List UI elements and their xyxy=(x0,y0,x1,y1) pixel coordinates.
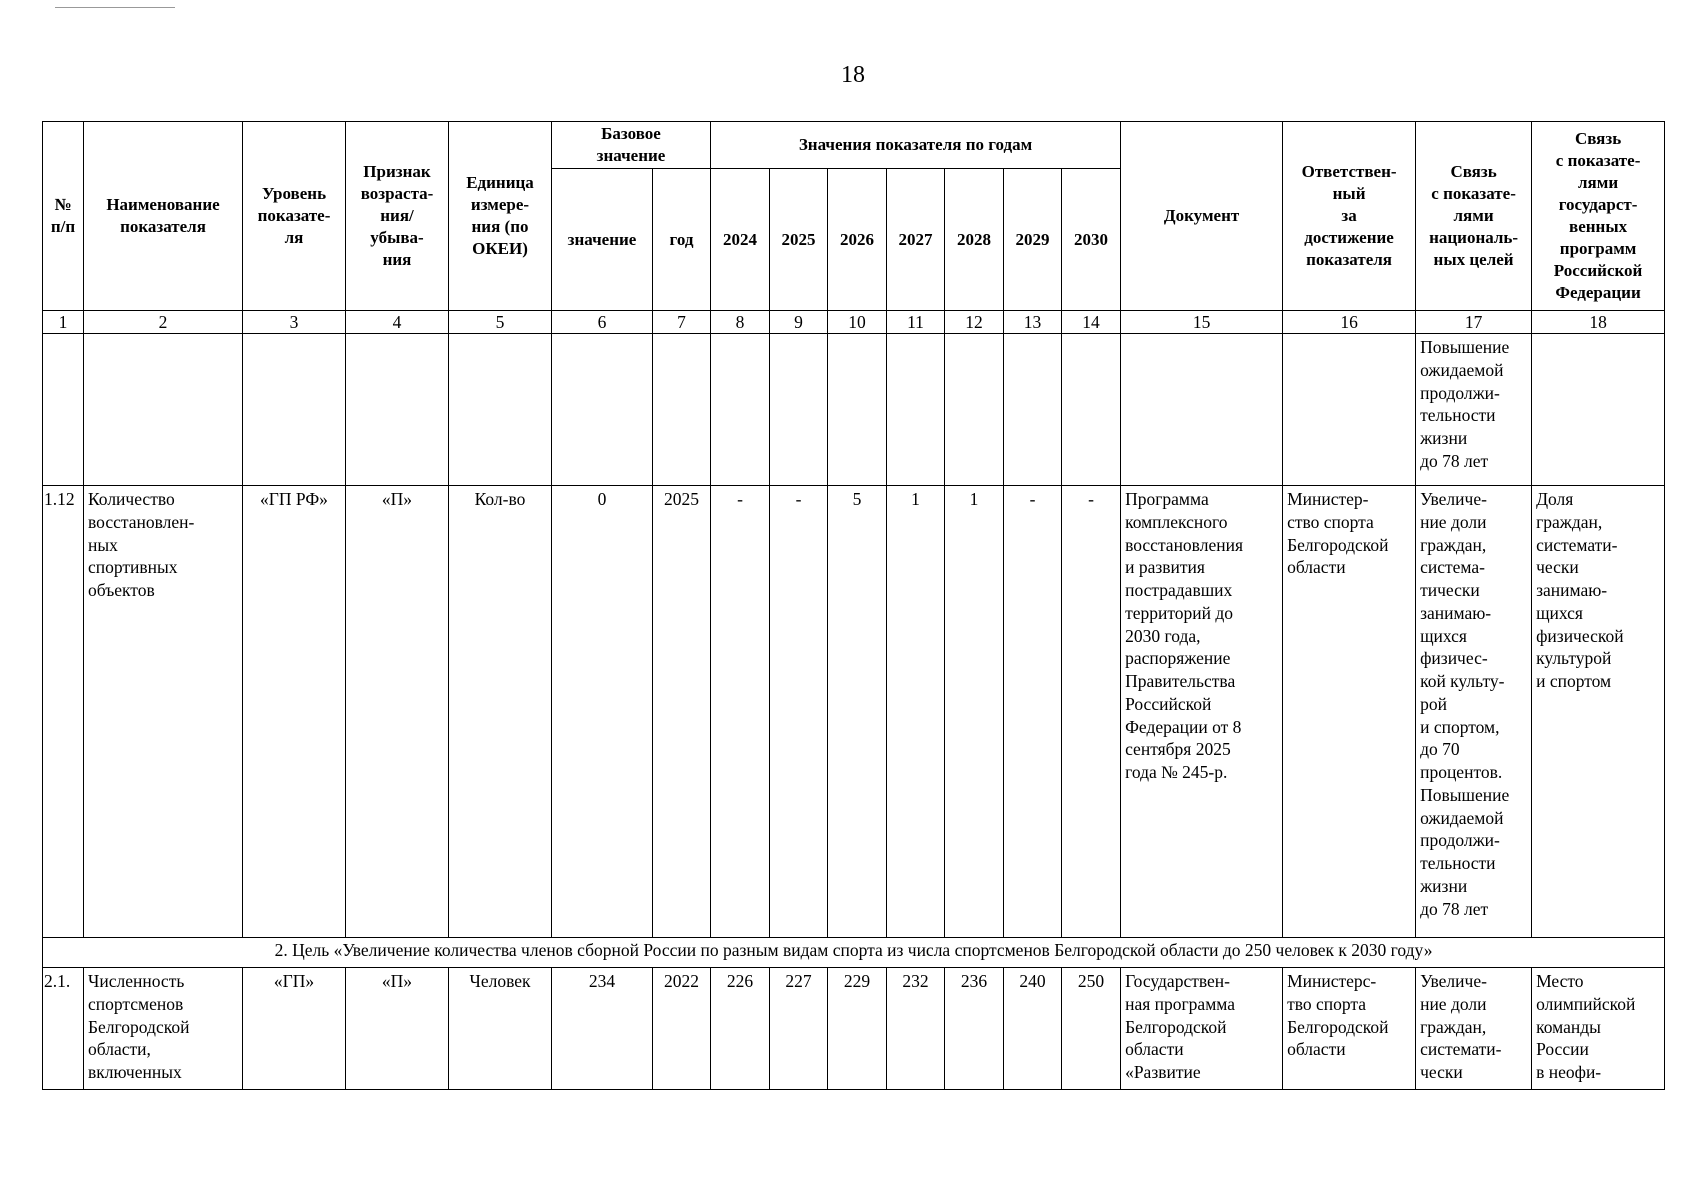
table-cell xyxy=(711,334,770,486)
indicator-sign: «П» xyxy=(346,968,449,1090)
document-cell: Государствен- ная программа Белгородской области «Развитие xyxy=(1121,968,1283,1090)
indicator-sign: «П» xyxy=(346,486,449,938)
header-year-2027: 2027 xyxy=(887,169,945,311)
header-unit: Единица измере- ния (по ОКЕИ) xyxy=(449,122,552,311)
table-cell xyxy=(346,334,449,486)
column-number: 2 xyxy=(84,311,243,334)
table-cell xyxy=(1532,334,1665,486)
table-cell xyxy=(653,334,711,486)
base-value: 234 xyxy=(552,968,653,1090)
header-row-1 xyxy=(43,122,1665,169)
column-number: 7 xyxy=(653,311,711,334)
value-2026: 5 xyxy=(828,486,887,938)
table-cell xyxy=(945,334,1004,486)
document-cell: Программа комплексного восстановления и развития пострадавших территорий до 2030 года, распоряжение Правительства Российской Федерации от 8 сентября 2025 года № 245-р. xyxy=(1121,486,1283,938)
header-document: Документ xyxy=(1121,122,1283,311)
value-2024: - xyxy=(711,486,770,938)
value-2028: 236 xyxy=(945,968,1004,1090)
header-responsible: Ответствен- ный за достижение показателя xyxy=(1283,122,1416,311)
column-number: 3 xyxy=(243,311,346,334)
value-2025: - xyxy=(770,486,828,938)
column-number: 11 xyxy=(887,311,945,334)
header-year-2028: 2028 xyxy=(945,169,1004,311)
table-cell xyxy=(1062,334,1121,486)
column-number: 14 xyxy=(1062,311,1121,334)
row-num: 1.12 xyxy=(43,486,84,938)
header-base-year: год xyxy=(653,169,711,311)
header-year-2025: 2025 xyxy=(770,169,828,311)
base-value: 0 xyxy=(552,486,653,938)
table-cell xyxy=(449,334,552,486)
table-cell xyxy=(43,334,84,486)
column-number: 13 xyxy=(1004,311,1062,334)
table-cell xyxy=(770,334,828,486)
table-cell xyxy=(243,334,346,486)
column-number: 16 xyxy=(1283,311,1416,334)
state-programs-cell: Доля граждан, системати- чески занимаю- щихся физической культурой и спортом xyxy=(1532,486,1665,938)
table-cell xyxy=(1283,334,1416,486)
indicators-table xyxy=(42,121,1665,1090)
header-year-2029: 2029 xyxy=(1004,169,1062,311)
column-number: 5 xyxy=(449,311,552,334)
header-base-value: значение xyxy=(552,169,653,311)
header-name: Наименование показателя xyxy=(84,122,243,311)
column-number: 8 xyxy=(711,311,770,334)
table-row-1-12 xyxy=(43,486,1665,938)
indicator-level: «ГП РФ» xyxy=(243,486,346,938)
responsible-cell: Министерс- тво спорта Белгородской области xyxy=(1283,968,1416,1090)
column-number: 18 xyxy=(1532,311,1665,334)
header-national-goals: Связь с показате- лями националь- ных целей xyxy=(1416,122,1532,311)
value-2026: 229 xyxy=(828,968,887,1090)
column-number: 4 xyxy=(346,311,449,334)
value-2024: 226 xyxy=(711,968,770,1090)
goal-title: 2. Цель «Увеличение количества членов сборной России по разным видам спорта из числа спортсменов Белгородской области до 250 человек к 2030 году» xyxy=(43,938,1665,968)
table-row-continuation xyxy=(43,334,1665,486)
national-goals-cell: Увеличе- ние доли граждан, система- тически занимаю- щихся физичес- кой культу- рой и спортом, до 70 процентов. Повышение ожидаемой продолжи- тельности жизни до 78 лет xyxy=(1416,486,1532,938)
table-cell xyxy=(84,334,243,486)
base-year: 2022 xyxy=(653,968,711,1090)
indicator-name: Количество восстановлен- ных спортивных объектов xyxy=(84,486,243,938)
table-row-2-1 xyxy=(43,968,1665,1090)
header-level: Уровень показате- ля xyxy=(243,122,346,311)
header-year-2024: 2024 xyxy=(711,169,770,311)
national-goals-cell: Увеличе- ние доли граждан, системати- чески xyxy=(1416,968,1532,1090)
value-2030: - xyxy=(1062,486,1121,938)
value-2029: - xyxy=(1004,486,1062,938)
header-num: № п/п xyxy=(43,122,84,311)
table-cell xyxy=(887,334,945,486)
column-number: 9 xyxy=(770,311,828,334)
header-base: Базовое значение xyxy=(552,122,711,169)
column-number: 10 xyxy=(828,311,887,334)
value-2027: 1 xyxy=(887,486,945,938)
scan-artifact-line xyxy=(55,7,175,8)
column-number: 15 xyxy=(1121,311,1283,334)
indicator-name: Численность спортсменов Белгородской области, включенных xyxy=(84,968,243,1090)
header-sign: Признак возраста- ния/ убыва- ния xyxy=(346,122,449,311)
column-number: 6 xyxy=(552,311,653,334)
table-cell xyxy=(1004,334,1062,486)
value-2030: 250 xyxy=(1062,968,1121,1090)
table-cell xyxy=(552,334,653,486)
goal-row xyxy=(43,938,1665,968)
column-number-row xyxy=(43,311,1665,334)
header-state-programs: Связь с показате- лями государст- венных программ Российской Федерации xyxy=(1532,122,1665,311)
value-2029: 240 xyxy=(1004,968,1062,1090)
row-num: 2.1. xyxy=(43,968,84,1090)
header-years-group: Значения показателя по годам xyxy=(711,122,1121,169)
indicator-unit: Человек xyxy=(449,968,552,1090)
page-number: 18 xyxy=(841,62,865,88)
header-year-2030: 2030 xyxy=(1062,169,1121,311)
header-year-2026: 2026 xyxy=(828,169,887,311)
column-number: 12 xyxy=(945,311,1004,334)
table-cell xyxy=(1121,334,1283,486)
responsible-cell: Министер- ство спорта Белгородской области xyxy=(1283,486,1416,938)
indicator-level: «ГП» xyxy=(243,968,346,1090)
indicator-unit: Кол-во xyxy=(449,486,552,938)
national-goals-cell: Повышение ожидаемой продолжи- тельности жизни до 78 лет xyxy=(1416,334,1532,486)
base-year: 2025 xyxy=(653,486,711,938)
value-2025: 227 xyxy=(770,968,828,1090)
column-number: 1 xyxy=(43,311,84,334)
value-2027: 232 xyxy=(887,968,945,1090)
value-2028: 1 xyxy=(945,486,1004,938)
state-programs-cell: Место олимпийской команды России в неофи- xyxy=(1532,968,1665,1090)
column-number: 17 xyxy=(1416,311,1532,334)
table-cell xyxy=(828,334,887,486)
